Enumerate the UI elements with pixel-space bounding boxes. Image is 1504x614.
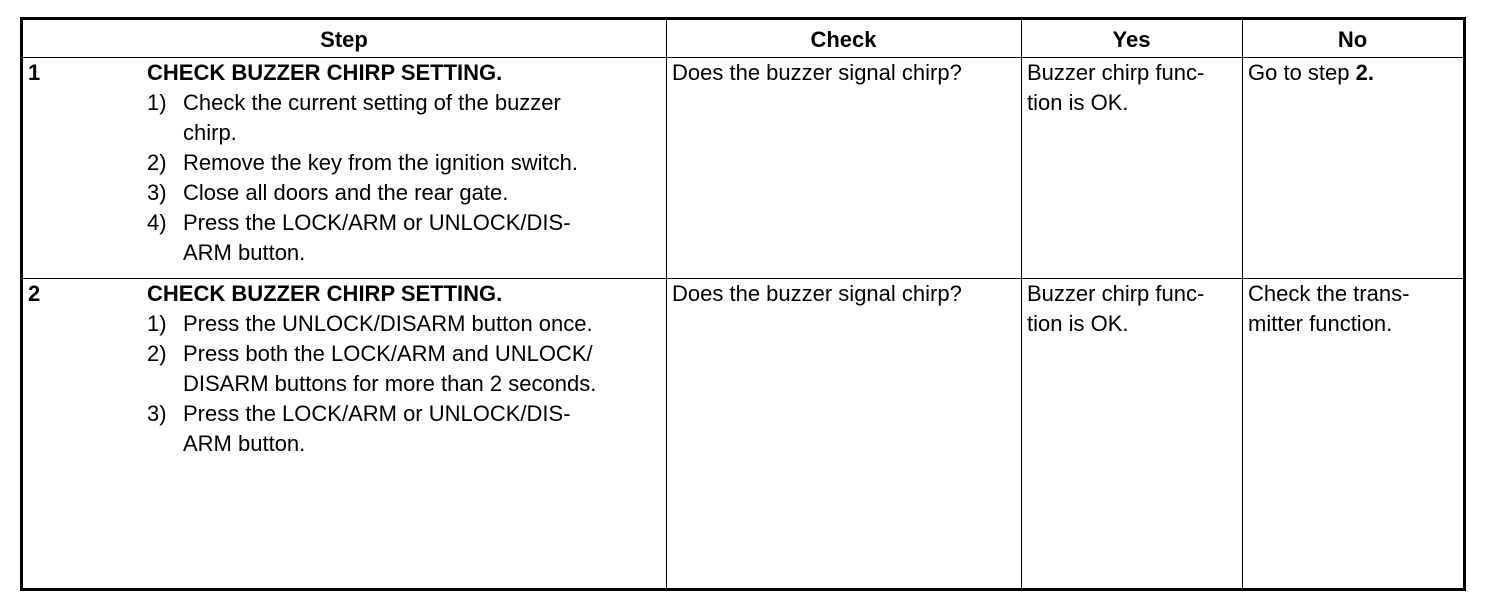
substep-number: 3): [147, 401, 167, 426]
substep-text: Press the LOCK/ARM or UNLOCK/DIS- ARM button.: [183, 401, 571, 456]
no-text: Go to step: [1248, 60, 1356, 85]
check-cell: Does the buzzer signal chirp?: [667, 279, 1022, 590]
substep: [147, 178, 660, 208]
substep-number: 1): [147, 90, 167, 115]
substep-text: Press the LOCK/ARM or UNLOCK/DIS- ARM button.: [183, 210, 571, 265]
substep-list: [147, 88, 660, 268]
step-cell: [22, 58, 667, 279]
step-title: CHECK BUZZER CHIRP SETTING.: [147, 281, 503, 306]
check-cell: Does the buzzer signal chirp?: [667, 58, 1022, 279]
header-step: Step: [22, 19, 667, 58]
step-number: 2: [28, 281, 41, 306]
diagnostic-table: [20, 17, 1466, 591]
yes-cell: Buzzer chirp func- tion is OK.: [1022, 279, 1243, 590]
substep: [147, 148, 660, 178]
step-cell: [22, 279, 667, 590]
substep-number: 4): [147, 210, 167, 235]
header-yes: Yes: [1022, 19, 1243, 58]
substep: [147, 309, 660, 339]
step-reference: 2.: [1355, 60, 1374, 85]
table-row: [22, 279, 1465, 590]
substep: [147, 399, 660, 459]
substep-number: 1): [147, 311, 167, 336]
header-check: Check: [667, 19, 1022, 58]
substep: [147, 339, 660, 399]
header-row: [22, 19, 1465, 58]
substep: [147, 88, 660, 148]
substep-text: Remove the key from the ignition switch.: [183, 150, 578, 175]
substep-number: 3): [147, 180, 167, 205]
substep-text: Close all doors and the rear gate.: [183, 180, 509, 205]
table-row: [22, 58, 1465, 279]
substep-list: [147, 309, 660, 459]
step-title: CHECK BUZZER CHIRP SETTING.: [147, 60, 503, 85]
substep: [147, 208, 660, 268]
header-no: No: [1243, 19, 1465, 58]
no-cell: [1243, 58, 1465, 279]
substep-text: Press the UNLOCK/DISARM button once.: [183, 311, 593, 336]
yes-cell: Buzzer chirp func- tion is OK.: [1022, 58, 1243, 279]
substep-text: Check the current setting of the buzzer chirp.: [183, 90, 561, 145]
substep-number: 2): [147, 150, 167, 175]
step-number: 1: [28, 60, 41, 85]
no-cell: Check the trans- mitter function.: [1243, 279, 1465, 590]
substep-number: 2): [147, 341, 167, 366]
substep-text: Press both the LOCK/ARM and UNLOCK/ DISARM buttons for more than 2 seconds.: [183, 341, 597, 396]
